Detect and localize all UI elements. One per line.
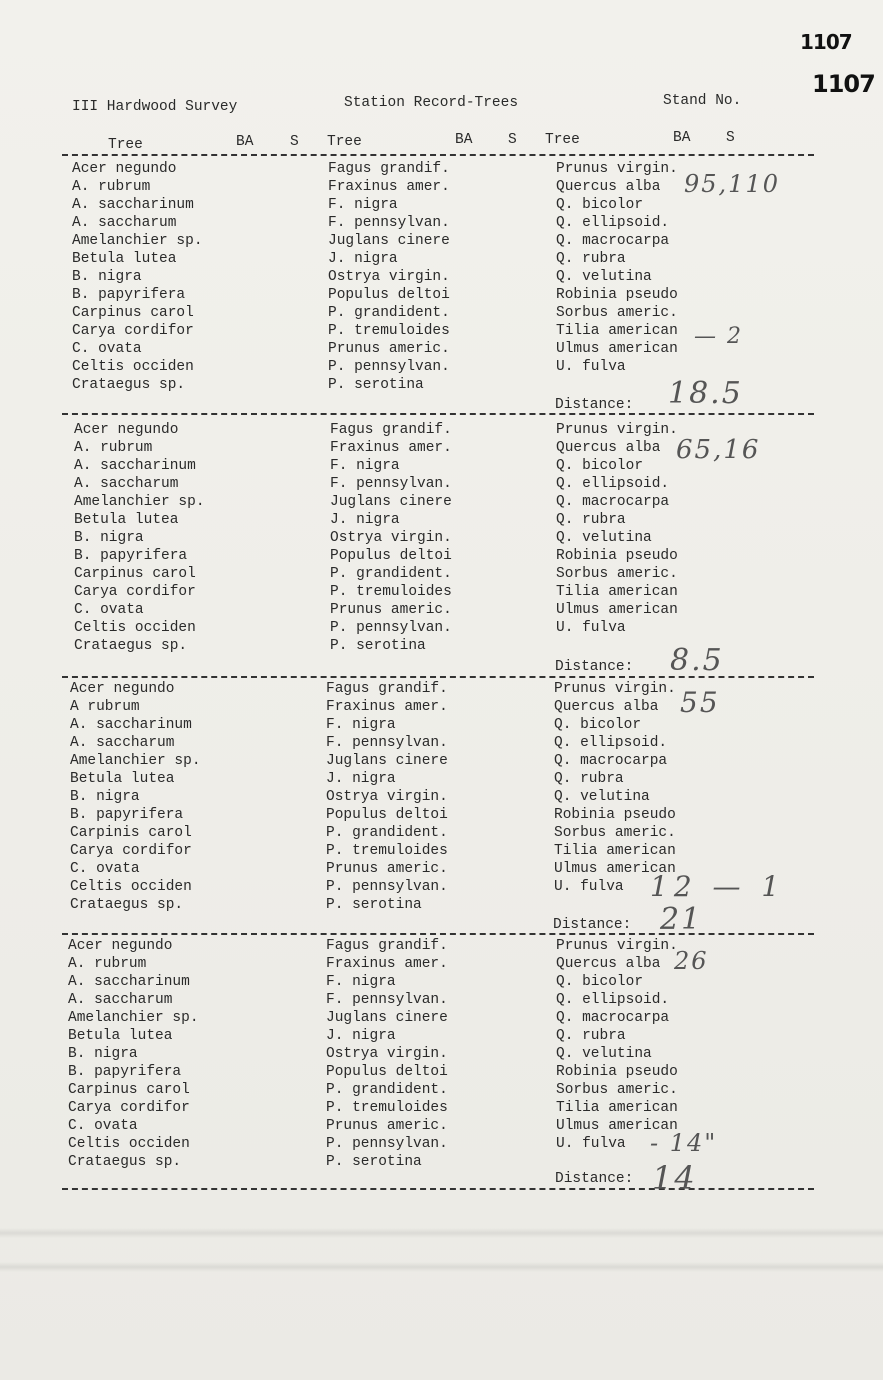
species-name: Populus deltoi [328,287,450,303]
species-name: P. tremuloides [330,584,452,600]
tree-header: Tree [108,137,143,153]
species-name: Q. macrocarpa [556,494,670,510]
species-name: C. ovata [72,341,142,357]
species-name: Q. rubra [556,251,626,267]
species-name: U. fulva [556,359,626,375]
species-name: P. grandident. [326,1082,448,1098]
species-name: Betula lutea [74,512,179,528]
species-name: A. saccharum [72,215,177,231]
species-name: Crataegus sp. [72,377,186,393]
species-name: Carpinus carol [74,566,196,582]
species-name: Juglans cinere [330,494,452,510]
species-name: U. fulva [556,1136,626,1152]
species-name: P. grandident. [328,305,450,321]
species-name: C. ovata [74,602,144,618]
species-name: P. pennsylvan. [330,620,452,636]
species-name: A. saccharinum [72,197,194,213]
species-name: Ulmus american [556,602,678,618]
handwritten-distance: 18.5 [668,376,743,411]
species-name: P. tremuloides [326,1100,448,1116]
species-name: Acer negundo [72,161,177,177]
species-name: Betula lutea [72,251,177,267]
species-name: Tilia american [556,584,678,600]
species-name: Amelanchier sp. [72,233,203,249]
species-name: Fagus grandif. [330,422,452,438]
species-name: Carpinus carol [72,305,194,321]
s-header: S [290,134,299,150]
station-block [0,421,883,678]
species-name: Q. rubra [556,1028,626,1044]
stand-number-label: Stand No. [663,93,742,109]
species-name: Ulmus american [556,1118,678,1134]
species-name: Celtis occiden [74,620,196,636]
species-name: C. ovata [68,1118,138,1134]
species-name: Ostrya virgin. [328,269,450,285]
species-name: Amelanchier sp. [74,494,205,510]
species-name: Prunus americ. [328,341,450,357]
species-name: Carya cordifor [70,843,192,859]
species-name: Prunus virgin. [556,938,678,954]
species-name: Fraxinus amer. [330,440,452,456]
species-name: Ulmus american [554,861,676,877]
species-name: A. rubrum [68,956,147,972]
species-name: Carya cordifor [74,584,196,600]
handwritten-note: 12 — 1 [650,870,786,903]
species-name: Betula lutea [68,1028,173,1044]
divider-line [62,1188,814,1190]
species-name: Fraxinus amer. [326,699,448,715]
station-block [0,680,883,937]
species-name: Fagus grandif. [328,161,450,177]
species-name: P. serotina [330,638,426,654]
species-name: Ostrya virgin. [326,1046,448,1062]
species-name: Juglans cinere [328,233,450,249]
species-name: Ulmus american [556,341,678,357]
species-name: Q. macrocarpa [556,1010,670,1026]
handwritten-note: - 14" [650,1129,718,1157]
species-name: P. pennsylvan. [328,359,450,375]
handwritten-note: — 2 [694,324,743,349]
species-name: Acer negundo [74,422,179,438]
species-name: P. serotina [326,897,422,913]
species-name: P. pennsylvan. [326,879,448,895]
species-name: Populus deltoi [330,548,452,564]
species-name: Sorbus americ. [556,566,678,582]
species-name: P. tremuloides [326,843,448,859]
species-name: B. nigra [70,789,140,805]
species-name: F. pennsylvan. [326,992,448,1008]
species-name: Q. ellipsoid. [556,215,670,231]
species-name: Betula lutea [70,771,175,787]
species-name: Quercus alba [556,440,661,456]
species-name: F. nigra [326,974,396,990]
species-name: Tilia american [556,1100,678,1116]
species-name: Acer negundo [70,681,175,697]
species-name: J. nigra [326,1028,396,1044]
species-name: B. nigra [74,530,144,546]
species-name: B. papyrifera [70,807,184,823]
species-name: Populus deltoi [326,1064,448,1080]
species-name: Robinia pseudo [556,1064,678,1080]
species-name: Prunus americ. [326,1118,448,1134]
species-name: Carpinis carol [70,825,192,841]
species-name: Q. velutina [554,789,650,805]
handwritten-distance: 21 [660,902,703,937]
species-name: F. pennsylvan. [328,215,450,231]
species-name: Carpinus carol [68,1082,190,1098]
species-name: Populus deltoi [326,807,448,823]
species-name: Q. bicolor [556,974,644,990]
species-name: P. grandident. [330,566,452,582]
species-name: Juglans cinere [326,753,448,769]
species-name: Q. bicolor [554,717,642,733]
s-header: S [508,132,517,148]
species-name: Celtis occiden [70,879,192,895]
species-name: Robinia pseudo [556,287,678,303]
species-name: Fagus grandif. [326,681,448,697]
species-name: Amelanchier sp. [68,1010,199,1026]
species-name: A. saccharinum [70,717,192,733]
species-name: U. fulva [556,620,626,636]
species-name: Celtis occiden [72,359,194,375]
station-block [0,160,883,413]
species-name: Juglans cinere [326,1010,448,1026]
species-name: Fraxinus amer. [326,956,448,972]
species-name: Sorbus americ. [556,305,678,321]
s-header: S [726,130,735,146]
species-name: Fagus grandif. [326,938,448,954]
species-name: Prunus virgin. [556,161,678,177]
species-name: Q. rubra [554,771,624,787]
species-name: A. saccharum [74,476,179,492]
species-name: A. rubrum [72,179,151,195]
species-name: P. pennsylvan. [326,1136,448,1152]
species-name: J. nigra [328,251,398,267]
species-name: Ostrya virgin. [330,530,452,546]
species-name: Robinia pseudo [554,807,676,823]
species-name: A. saccharum [70,735,175,751]
species-name: F. nigra [328,197,398,213]
species-name: Sorbus americ. [554,825,676,841]
species-name: J. nigra [330,512,400,528]
species-name: Prunus americ. [326,861,448,877]
handwritten-note: 26 [674,947,709,975]
species-name: Acer negundo [68,938,173,954]
distance-label: Distance: [553,917,632,933]
handwritten-note: 55 [680,686,720,719]
species-name: A rubrum [70,699,140,715]
species-name: Carya cordifor [68,1100,190,1116]
species-name: Sorbus americ. [556,1082,678,1098]
species-name: Crataegus sp. [68,1154,182,1170]
distance-label: Distance: [555,397,634,413]
species-name: Q. velutina [556,530,652,546]
species-name: Q. bicolor [556,197,644,213]
distance-label: Distance: [555,1171,634,1187]
species-name: Q. macrocarpa [556,233,670,249]
ba-header: BA [455,132,473,148]
species-name: Crataegus sp. [70,897,184,913]
handwritten-distance: 8.5 [670,643,724,678]
distance-label: Distance: [555,659,634,675]
species-name: B. papyrifera [68,1064,182,1080]
species-name: Robinia pseudo [556,548,678,564]
species-name: F. pennsylvan. [326,735,448,751]
species-name: Q. ellipsoid. [556,476,670,492]
species-name: B. nigra [68,1046,138,1062]
species-name: Q. ellipsoid. [556,992,670,1008]
species-name: J. nigra [326,771,396,787]
station-block [0,937,883,1197]
species-name: Tilia american [554,843,676,859]
species-name: Celtis occiden [68,1136,190,1152]
species-name: Q. velutina [556,269,652,285]
species-name: Tilia american [556,323,678,339]
species-name: Q. velutina [556,1046,652,1062]
species-name: Q. rubra [556,512,626,528]
species-name: Quercus alba [556,956,661,972]
species-name: Crataegus sp. [74,638,188,654]
paper-fold [0,1228,883,1238]
species-name: Quercus alba [556,179,661,195]
tree-header: Tree [545,132,580,148]
species-name: Carya cordifor [72,323,194,339]
species-name: P. grandident. [326,825,448,841]
record-number-stamp: 1107 [812,70,875,98]
species-name: B. papyrifera [74,548,188,564]
species-name: Ostrya virgin. [326,789,448,805]
species-name: C. ovata [70,861,140,877]
ba-header: BA [673,130,691,146]
species-name: Q. macrocarpa [554,753,668,769]
tree-header: Tree [327,134,362,150]
species-name: F. pennsylvan. [330,476,452,492]
species-name: A. saccharum [68,992,173,1008]
species-name: Q. bicolor [556,458,644,474]
species-name: F. nigra [326,717,396,733]
handwritten-note: 65,16 [676,435,761,465]
species-name: A. saccharinum [68,974,190,990]
species-name: Prunus virgin. [556,422,678,438]
species-name: A. saccharinum [74,458,196,474]
handwritten-note: 95,110 [684,170,780,198]
species-name: Fraxinus amer. [328,179,450,195]
species-name: A. rubrum [74,440,153,456]
species-name: Prunus americ. [330,602,452,618]
species-name: Q. ellipsoid. [554,735,668,751]
species-name: U. fulva [554,879,624,895]
record-title: Station Record-Trees [344,95,519,111]
species-name: Amelanchier sp. [70,753,201,769]
ba-header: BA [236,134,254,150]
divider-line [62,154,814,156]
survey-title: III Hardwood Survey [72,99,238,115]
species-name: Prunus virgin. [554,681,676,697]
species-name: P. serotina [328,377,424,393]
record-number-stamp: 1107 [800,30,852,54]
species-name: P. serotina [326,1154,422,1170]
species-name: P. tremuloides [328,323,450,339]
species-name: Quercus alba [554,699,659,715]
handwritten-distance: 14 [652,1159,697,1197]
paper-fold [0,1262,883,1272]
species-name: B. nigra [72,269,142,285]
species-name: B. papyrifera [72,287,186,303]
species-name: F. nigra [330,458,400,474]
divider-line [62,413,814,415]
